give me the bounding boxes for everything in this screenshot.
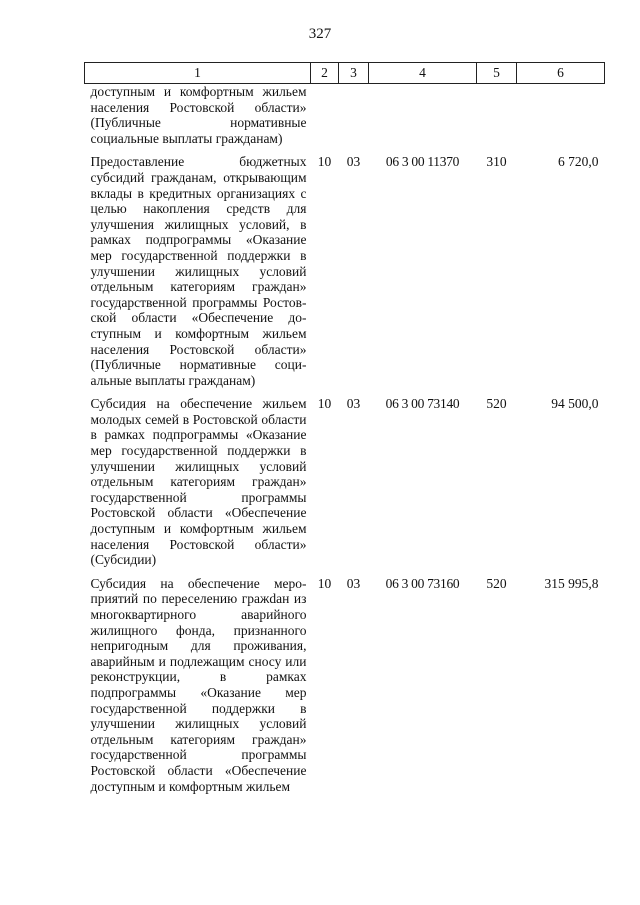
column-header-expense-type: 5 [477, 63, 517, 84]
row-section: 10 [317, 396, 332, 412]
row-amount [517, 84, 605, 155]
row-section: 10 [317, 575, 332, 591]
row-section: 10 [317, 154, 332, 170]
row-expense-type: 520 [486, 396, 507, 412]
row-subsection: 03 [346, 575, 361, 591]
table-row [85, 576, 605, 802]
row-target-code: 06 3 00 73140 [385, 396, 460, 412]
row-amount: 94 500,0 [551, 396, 599, 412]
column-header-section: 2 [311, 63, 339, 84]
row-subsection [339, 84, 369, 155]
page-number: 327 [308, 26, 332, 42]
row-subsection: 03 [346, 396, 361, 412]
column-header-name: 1 [85, 63, 311, 84]
row-expense-type [477, 84, 517, 155]
row-section [311, 84, 339, 155]
row-amount: 6 720,0 [558, 154, 599, 170]
row-amount: 315 995,8 [544, 575, 599, 591]
row-target-code: 06 3 00 73160 [385, 575, 460, 591]
column-header-amount: 6 [517, 63, 605, 84]
row-target-code [369, 84, 477, 155]
row-subsection: 03 [346, 154, 361, 170]
row-expense-type: 310 [486, 154, 507, 170]
table-row [85, 396, 605, 576]
column-header-target-code: 4 [369, 63, 477, 84]
row-expense-type: 520 [486, 575, 507, 591]
row-name: Субсидия на обеспечение мероприятий по переселению гражdан из многоквартирного аварийного жилищного фонда, признанного непригодным для проживания, аварийным и подлежащим сносу или реконструкции, в рамках подпрограммы «Оказание мер государственной поддержки в улучшении жилищных условий отдельным категориям граждан» государственной программы Ростовской области «Обеспечение доступным и комфортным жильем [90, 575, 307, 794]
row-name: доступным и комфортным жильем населения Ростовской области» (Публичные нормативные социальные выплаты гражданам) [90, 84, 307, 146]
row-target-code: 06 3 00 11370 [385, 154, 460, 170]
row-name: Предоставление бюджетных субсидий гражданам, открывающим вклады в кредитных организациях с целью накопления средств для улучшения жилищных условий, в рамках подпрограммы «Оказание мер государственной поддержки в улучшении жилищных условий отдельным категориям граждан» государственной программы Ростовской области «Обеспечение доступным и комфортным жильем населения Ростовской области» (Публичные нормативные социальные выплаты гражданам) [90, 154, 307, 388]
table-row [85, 84, 605, 155]
row-name: Субсидия на обеспечение жильем молодых семей в Ростовской области в рамках подпрограммы «Оказание мер государственной поддержки в улучшении жилищных условий отдельным категориям граждан» государственной программы Ростовской области «Обеспечение доступным и комфортным жильем населения Ростовской области» (Субсидии) [90, 396, 307, 568]
table-row [85, 154, 605, 396]
column-header-subsection: 3 [339, 63, 369, 84]
budget-table [84, 62, 605, 802]
table-header-row [85, 63, 605, 84]
